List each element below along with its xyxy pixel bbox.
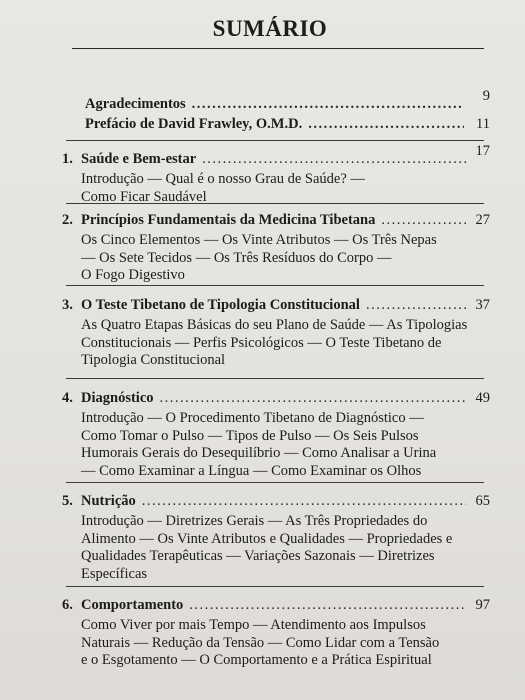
chapter-title: Princípios Fundamentais da Medicina Tibetana — [81, 212, 376, 228]
chapter-page: 49 — [475, 390, 490, 406]
topic-line: Como Tomar o Pulso — Tipos de Pulso — Os Seis Pulsos — [81, 427, 419, 444]
topic-line: Introdução — Qual é o nosso Grau de Saúde? — — [81, 171, 365, 187]
chapter-page: 97 — [475, 597, 490, 613]
chapter-topics — [62, 410, 490, 480]
section-divider — [66, 378, 484, 379]
toc-entry-chapter-5[interactable] — [62, 493, 490, 583]
chapter-title: Saúde e Bem-estar — [81, 151, 197, 167]
chapter-topics — [62, 232, 490, 285]
chapter-number: 3. — [62, 297, 73, 313]
page-title: SUMÁRIO — [212, 16, 328, 41]
chapter-topics — [62, 617, 490, 670]
chapter-page: 37 — [475, 297, 490, 313]
chapter-title: Comportamento — [81, 597, 184, 613]
leader-dots — [202, 151, 466, 167]
chapter-title: O Teste Tibetano de Tipologia Constitucional — [81, 297, 360, 313]
toc-entry-chapter-3[interactable] — [62, 297, 490, 370]
chapter-number: 2. — [62, 212, 73, 228]
entry-title: Agradecimentos — [85, 96, 186, 112]
toc-entry-chapter-6[interactable] — [62, 597, 490, 670]
topic-line: Alimento — Os Vinte Atributos e Qualidades — Propriedades e — [81, 530, 453, 547]
toc-entry-acknowledgements[interactable] — [85, 88, 490, 113]
toc-entry-chapter-2[interactable] — [62, 212, 490, 285]
front-matter — [85, 88, 490, 133]
section-divider — [66, 586, 484, 587]
entry-title: Prefácio de David Frawley, O.M.D. — [85, 116, 303, 132]
chapter-number: 1. — [62, 151, 73, 167]
chapter-topics — [62, 317, 490, 370]
topic-line: Constitucionais — Perfis Psicológicos — O Teste Tibetano de — [81, 334, 442, 351]
chapter-page: 17 — [475, 143, 490, 159]
chapter-number: 4. — [62, 390, 73, 406]
chapter-number: 5. — [62, 493, 73, 509]
topic-line: Como Ficar Saudável — [81, 188, 207, 205]
leader-dots — [308, 116, 464, 133]
chapter-page: 27 — [475, 212, 490, 228]
toc-entry-chapter-4[interactable] — [62, 390, 490, 480]
chapter-title: Diagnóstico — [81, 390, 154, 406]
topic-line: As Quatro Etapas Básicas do seu Plano de Saúde — As Tipologias — [81, 317, 468, 333]
topic-line: Humorais Gerais do Desequilíbrio — Como Analisar a Urina — [81, 445, 437, 461]
toc-entry-chapter-1[interactable] — [62, 143, 490, 206]
topic-line: — Como Examinar a Língua — Como Examinar os Olhos — [81, 462, 422, 479]
section-divider — [66, 482, 484, 483]
topic-line: Os Cinco Elementos — Os Vinte Atributos — Os Três Nepas — [81, 232, 437, 248]
leader-dots — [366, 297, 466, 313]
topic-line: Específicas — [81, 565, 148, 582]
section-divider — [66, 285, 484, 286]
leader-dots — [192, 96, 464, 113]
topic-line: Naturais — Redução da Tensão — Como Lidar com a Tensão — [81, 634, 440, 651]
topic-line: O Fogo Digestivo — [81, 267, 185, 283]
leader-dots — [189, 597, 466, 613]
section-divider — [66, 140, 484, 141]
chapter-number: 6. — [62, 597, 73, 613]
chapter-topics — [62, 513, 490, 583]
chapter-title: Nutrição — [81, 493, 136, 509]
entry-page: 11 — [476, 116, 490, 132]
leader-dots — [381, 212, 466, 228]
topic-line: Tipologia Constitucional — [81, 352, 226, 368]
leader-dots — [142, 493, 466, 509]
topic-line: Introdução — Diretrizes Gerais — As Três Propriedades do — [81, 513, 428, 529]
chapter-topics — [62, 171, 490, 206]
toc-entry-preface[interactable] — [85, 116, 490, 133]
topic-line: — Os Sete Tecidos — Os Três Resíduos do Corpo — — [81, 249, 392, 266]
topic-line: Como Viver por mais Tempo — Atendimento aos Impulsos — [81, 617, 426, 633]
title-divider — [72, 48, 484, 49]
topic-line: Introdução — O Procedimento Tibetano de Diagnóstico — — [81, 410, 424, 426]
entry-page: 9 — [482, 88, 490, 104]
leader-dots — [160, 390, 467, 406]
topic-line: Qualidades Terapêuticas — Variações Sazonais — Diretrizes — [81, 548, 435, 564]
topic-line: e o Esgotamento — O Comportamento e a Prática Espiritual — [81, 652, 432, 668]
chapter-page: 65 — [475, 493, 490, 509]
section-divider — [66, 203, 484, 204]
